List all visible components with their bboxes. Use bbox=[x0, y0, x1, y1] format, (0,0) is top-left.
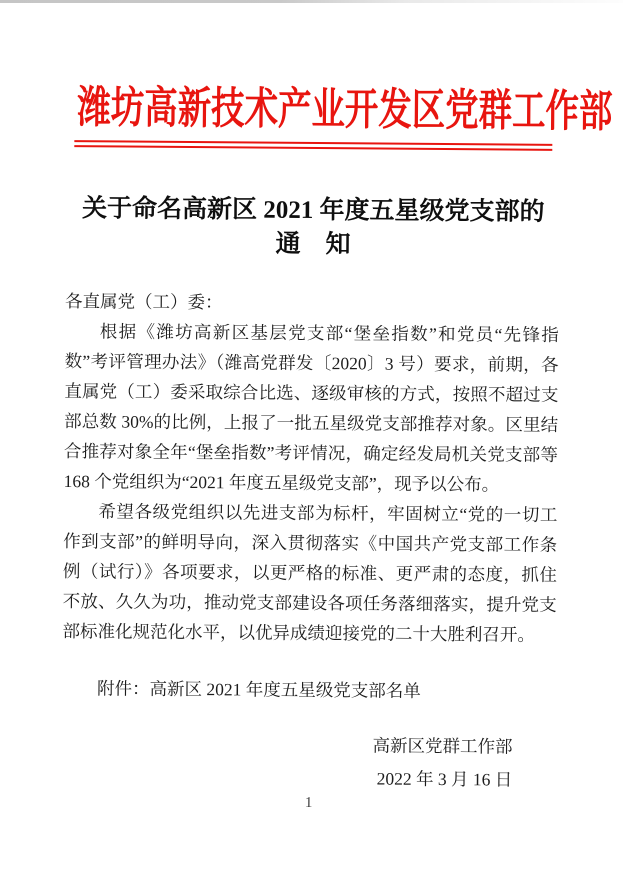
attachment-line: 附件：高新区 2021 年度五星级党支部名单 bbox=[96, 678, 421, 701]
body-paragraph-1: 根据《潍坊高新区基层党支部“堡垒指数”和党员“先锋指数”考评管理办法》（潍高党群发〔2020〕3 号）要求，前期，各直属党（工）委采取综合比选、逐级审核的方式，按照不超过支部总数 30%的比例，上报了一批五星级党支部推荐对象。区里结合推荐对象全年“堡垒指数”考评情况，确定经发局机关党支部等 168 个党组织为“2021 年度五星级党支部”，现予以公布。 bbox=[63, 321, 559, 495]
signature-block bbox=[372, 729, 513, 796]
signer-name: 高新区党群工作部 bbox=[372, 735, 513, 757]
salutation-line: 各直属党（工）委： bbox=[65, 291, 223, 313]
document-title-line2: 通 知 bbox=[275, 230, 351, 259]
red-divider-line bbox=[74, 140, 552, 151]
page-number: 1 bbox=[304, 794, 313, 812]
document-title bbox=[1, 192, 623, 265]
document-title-line1: 关于命名高新区 2021 年度五星级党支部的 bbox=[81, 195, 545, 226]
body-paragraph-2: 希望各级党组织以先进支部为标杆，牢固树立“党的一切工作到支部”的鲜明导向，深入贯彻落实《中国共产党支部工作条例（试行）》各项要求，以更严格的标准、更严肃的态度，抓住不放、久久为功，推动党支部建设各项任务落细落实，提升党支部标准化规范化水平，以优异成绩迎接党的二十大胜利召开。 bbox=[62, 501, 558, 645]
signature-date: 2022 年 3 月 16 日 bbox=[376, 768, 513, 790]
document-body bbox=[62, 286, 559, 707]
red-header-masthead: 潍坊高新技术产业开发区党群工作部 bbox=[77, 83, 613, 137]
